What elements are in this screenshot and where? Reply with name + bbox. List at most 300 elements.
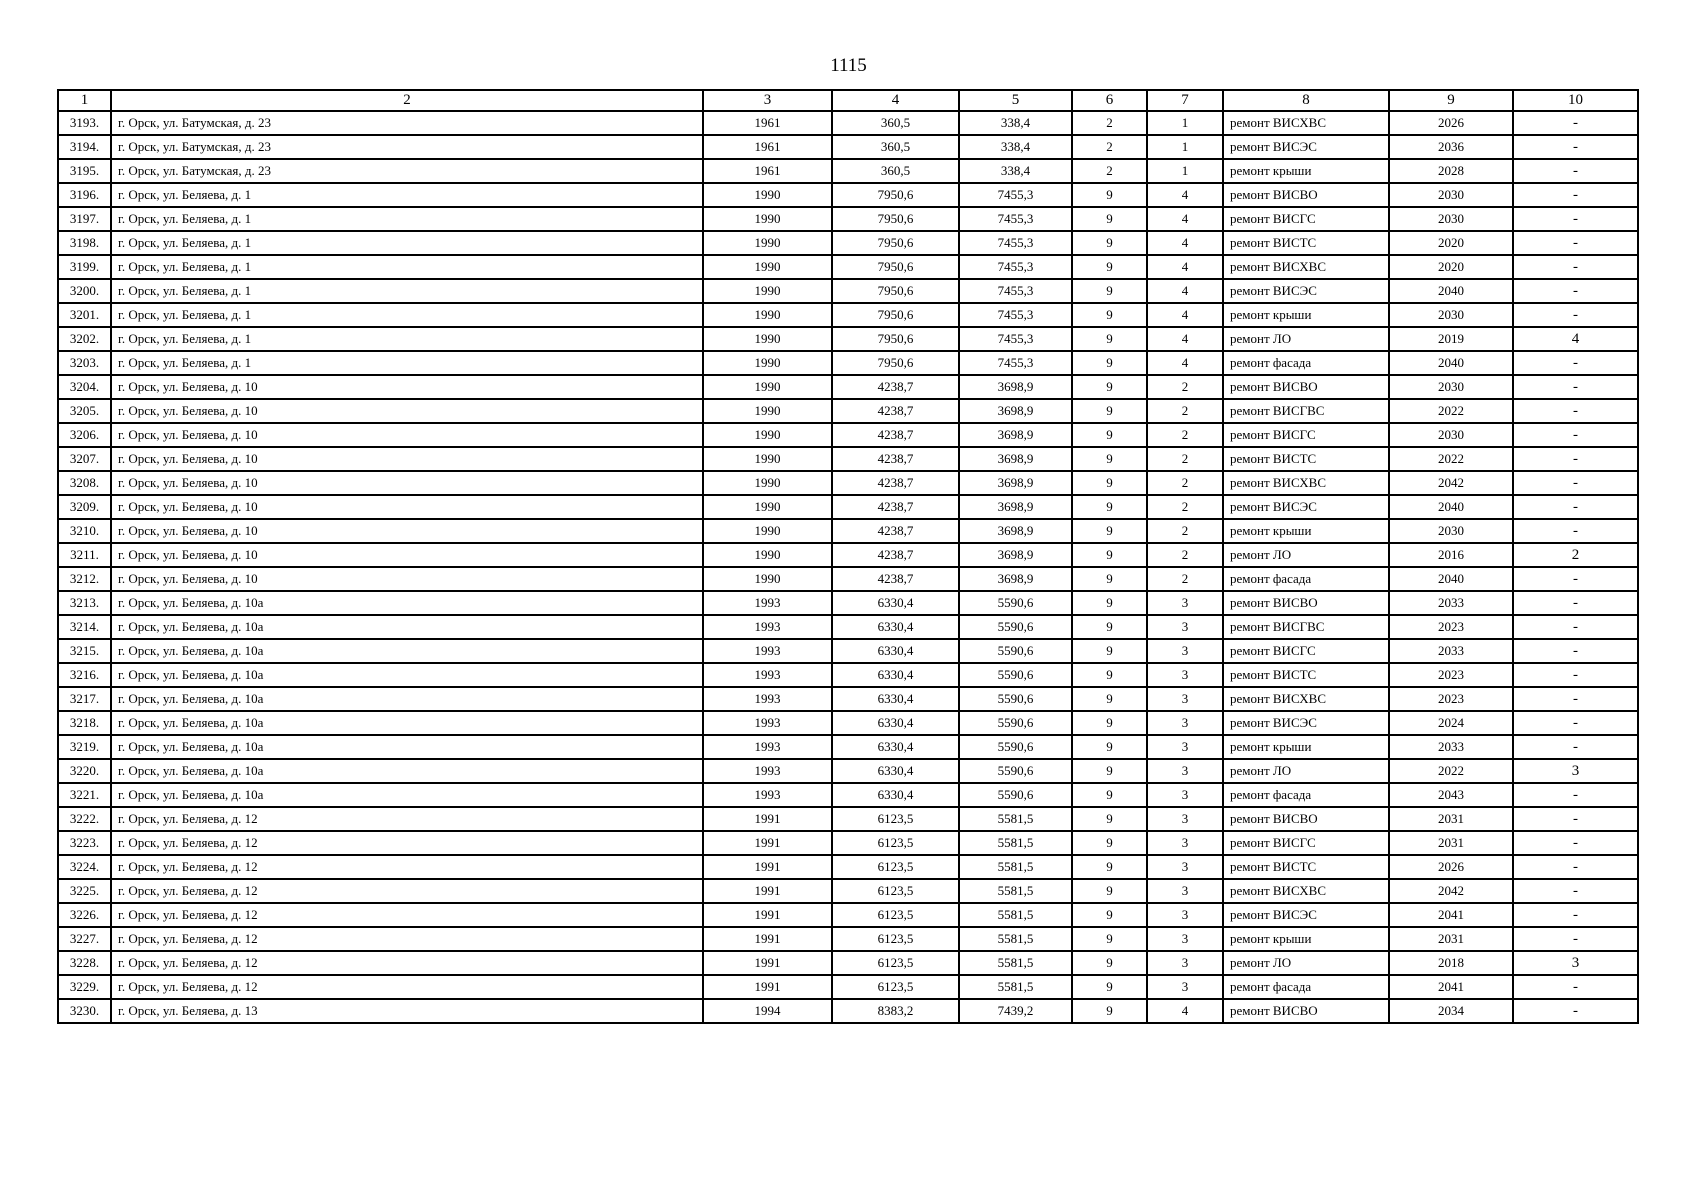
floors-cell: 2	[1072, 159, 1147, 183]
row-number-cell: 3225.	[58, 879, 111, 903]
count-cell: -	[1513, 471, 1638, 495]
total-area-cell: 4238,7	[832, 399, 959, 423]
work-type-cell: ремонт ВИСХВС	[1223, 879, 1389, 903]
address-cell: г. Орск, ул. Беляева, д. 1	[111, 231, 703, 255]
year-built-cell: 1990	[703, 567, 832, 591]
table-row	[58, 975, 1638, 999]
total-area-cell: 7950,6	[832, 207, 959, 231]
year-built-cell: 1991	[703, 951, 832, 975]
living-area-cell: 5581,5	[959, 927, 1072, 951]
work-type-cell: ремонт ВИСТС	[1223, 447, 1389, 471]
total-area-cell: 6330,4	[832, 711, 959, 735]
row-number-cell: 3210.	[58, 519, 111, 543]
table-row	[58, 423, 1638, 447]
table-row	[58, 183, 1638, 207]
entrances-cell: 2	[1147, 375, 1223, 399]
living-area-cell: 7455,3	[959, 351, 1072, 375]
planned-year-cell: 2024	[1389, 711, 1513, 735]
entrances-cell: 4	[1147, 999, 1223, 1023]
year-built-cell: 1990	[703, 231, 832, 255]
living-area-cell: 7455,3	[959, 303, 1072, 327]
table-row	[58, 207, 1638, 231]
address-cell: г. Орск, ул. Беляева, д. 13	[111, 999, 703, 1023]
living-area-cell: 3698,9	[959, 495, 1072, 519]
year-built-cell: 1991	[703, 831, 832, 855]
year-built-cell: 1990	[703, 303, 832, 327]
living-area-cell: 5590,6	[959, 759, 1072, 783]
planned-year-cell: 2040	[1389, 567, 1513, 591]
work-type-cell: ремонт фасада	[1223, 567, 1389, 591]
year-built-cell: 1993	[703, 591, 832, 615]
total-area-cell: 360,5	[832, 135, 959, 159]
work-type-cell: ремонт ВИСВО	[1223, 183, 1389, 207]
floors-cell: 9	[1072, 711, 1147, 735]
year-built-cell: 1990	[703, 423, 832, 447]
planned-year-cell: 2016	[1389, 543, 1513, 567]
work-type-cell: ремонт ВИСХВС	[1223, 471, 1389, 495]
work-type-cell: ремонт ВИСВО	[1223, 807, 1389, 831]
table-row	[58, 111, 1638, 135]
table-row	[58, 831, 1638, 855]
work-type-cell: ремонт ЛО	[1223, 951, 1389, 975]
row-number-cell: 3203.	[58, 351, 111, 375]
year-built-cell: 1993	[703, 639, 832, 663]
entrances-cell: 2	[1147, 567, 1223, 591]
planned-year-cell: 2022	[1389, 447, 1513, 471]
entrances-cell: 4	[1147, 279, 1223, 303]
planned-year-cell: 2041	[1389, 903, 1513, 927]
living-area-cell: 7455,3	[959, 279, 1072, 303]
address-cell: г. Орск, ул. Беляева, д. 12	[111, 951, 703, 975]
count-cell: -	[1513, 159, 1638, 183]
year-built-cell: 1991	[703, 855, 832, 879]
address-cell: г. Орск, ул. Беляева, д. 10а	[111, 783, 703, 807]
page-number: 1115	[830, 55, 867, 76]
address-cell: г. Орск, ул. Батумская, д. 23	[111, 159, 703, 183]
row-number-cell: 3207.	[58, 447, 111, 471]
year-built-cell: 1993	[703, 735, 832, 759]
table-row	[58, 159, 1638, 183]
total-area-cell: 6330,4	[832, 687, 959, 711]
total-area-cell: 360,5	[832, 111, 959, 135]
year-built-cell: 1990	[703, 399, 832, 423]
entrances-cell: 4	[1147, 255, 1223, 279]
planned-year-cell: 2028	[1389, 159, 1513, 183]
floors-cell: 9	[1072, 255, 1147, 279]
work-type-cell: ремонт ВИСВО	[1223, 591, 1389, 615]
entrances-cell: 2	[1147, 399, 1223, 423]
floors-cell: 9	[1072, 927, 1147, 951]
entrances-cell: 4	[1147, 351, 1223, 375]
table-row	[58, 783, 1638, 807]
work-type-cell: ремонт крыши	[1223, 735, 1389, 759]
living-area-cell: 5590,6	[959, 735, 1072, 759]
living-area-cell: 5581,5	[959, 855, 1072, 879]
table-row	[58, 879, 1638, 903]
count-cell: -	[1513, 303, 1638, 327]
floors-cell: 9	[1072, 615, 1147, 639]
entrances-cell: 3	[1147, 615, 1223, 639]
total-area-cell: 4238,7	[832, 471, 959, 495]
count-cell: -	[1513, 351, 1638, 375]
entrances-cell: 3	[1147, 687, 1223, 711]
row-number-cell: 3230.	[58, 999, 111, 1023]
year-built-cell: 1991	[703, 975, 832, 999]
year-built-cell: 1990	[703, 495, 832, 519]
entrances-cell: 4	[1147, 183, 1223, 207]
planned-year-cell: 2019	[1389, 327, 1513, 351]
count-cell: -	[1513, 399, 1638, 423]
total-area-cell: 6330,4	[832, 591, 959, 615]
entrances-cell: 2	[1147, 519, 1223, 543]
living-area-cell: 5590,6	[959, 663, 1072, 687]
planned-year-cell: 2031	[1389, 831, 1513, 855]
table-row	[58, 231, 1638, 255]
address-cell: г. Орск, ул. Беляева, д. 10	[111, 399, 703, 423]
total-area-cell: 6123,5	[832, 807, 959, 831]
living-area-cell: 5590,6	[959, 591, 1072, 615]
year-built-cell: 1991	[703, 927, 832, 951]
table-row	[58, 471, 1638, 495]
year-built-cell: 1990	[703, 351, 832, 375]
address-cell: г. Орск, ул. Беляева, д. 1	[111, 327, 703, 351]
floors-cell: 9	[1072, 471, 1147, 495]
floors-cell: 9	[1072, 687, 1147, 711]
living-area-cell: 7439,2	[959, 999, 1072, 1023]
total-area-cell: 6123,5	[832, 975, 959, 999]
living-area-cell: 3698,9	[959, 543, 1072, 567]
year-built-cell: 1961	[703, 111, 832, 135]
entrances-cell: 3	[1147, 663, 1223, 687]
living-area-cell: 338,4	[959, 159, 1072, 183]
living-area-cell: 3698,9	[959, 447, 1072, 471]
table-row	[58, 663, 1638, 687]
column-header-10: 10	[1513, 90, 1638, 111]
work-type-cell: ремонт ВИСХВС	[1223, 687, 1389, 711]
row-number-cell: 3193.	[58, 111, 111, 135]
entrances-cell: 3	[1147, 951, 1223, 975]
total-area-cell: 7950,6	[832, 351, 959, 375]
table-row	[58, 639, 1638, 663]
row-number-cell: 3196.	[58, 183, 111, 207]
count-cell: -	[1513, 231, 1638, 255]
address-cell: г. Орск, ул. Беляева, д. 1	[111, 279, 703, 303]
year-built-cell: 1993	[703, 711, 832, 735]
planned-year-cell: 2018	[1389, 951, 1513, 975]
table-row	[58, 255, 1638, 279]
planned-year-cell: 2042	[1389, 879, 1513, 903]
table-row	[58, 567, 1638, 591]
living-area-cell: 7455,3	[959, 183, 1072, 207]
address-cell: г. Орск, ул. Беляева, д. 10	[111, 519, 703, 543]
year-built-cell: 1991	[703, 807, 832, 831]
row-number-cell: 3214.	[58, 615, 111, 639]
table-row	[58, 711, 1638, 735]
row-number-cell: 3205.	[58, 399, 111, 423]
total-area-cell: 7950,6	[832, 183, 959, 207]
address-cell: г. Орск, ул. Батумская, д. 23	[111, 111, 703, 135]
address-cell: г. Орск, ул. Беляева, д. 12	[111, 879, 703, 903]
count-cell: 4	[1513, 327, 1638, 351]
living-area-cell: 7455,3	[959, 207, 1072, 231]
living-area-cell: 5590,6	[959, 711, 1072, 735]
total-area-cell: 4238,7	[832, 423, 959, 447]
floors-cell: 9	[1072, 807, 1147, 831]
year-built-cell: 1990	[703, 207, 832, 231]
living-area-cell: 7455,3	[959, 327, 1072, 351]
address-cell: г. Орск, ул. Беляева, д. 10	[111, 543, 703, 567]
row-number-cell: 3212.	[58, 567, 111, 591]
entrances-cell: 3	[1147, 735, 1223, 759]
column-header-9: 9	[1389, 90, 1513, 111]
row-number-cell: 3215.	[58, 639, 111, 663]
total-area-cell: 7950,6	[832, 327, 959, 351]
work-type-cell: ремонт ВИСГС	[1223, 639, 1389, 663]
table-row	[58, 951, 1638, 975]
address-cell: г. Орск, ул. Беляева, д. 1	[111, 351, 703, 375]
count-cell: -	[1513, 111, 1638, 135]
year-built-cell: 1993	[703, 663, 832, 687]
row-number-cell: 3202.	[58, 327, 111, 351]
floors-cell: 9	[1072, 351, 1147, 375]
table-row	[58, 687, 1638, 711]
floors-cell: 2	[1072, 135, 1147, 159]
planned-year-cell: 2042	[1389, 471, 1513, 495]
total-area-cell: 4238,7	[832, 375, 959, 399]
planned-year-cell: 2023	[1389, 687, 1513, 711]
floors-cell: 9	[1072, 591, 1147, 615]
count-cell: -	[1513, 855, 1638, 879]
count-cell: -	[1513, 495, 1638, 519]
row-number-cell: 3208.	[58, 471, 111, 495]
total-area-cell: 6123,5	[832, 951, 959, 975]
row-number-cell: 3220.	[58, 759, 111, 783]
count-cell: 3	[1513, 951, 1638, 975]
work-type-cell: ремонт ВИСГС	[1223, 207, 1389, 231]
work-type-cell: ремонт ЛО	[1223, 327, 1389, 351]
floors-cell: 9	[1072, 423, 1147, 447]
living-area-cell: 3698,9	[959, 375, 1072, 399]
work-type-cell: ремонт ВИСХВС	[1223, 111, 1389, 135]
planned-year-cell: 2030	[1389, 183, 1513, 207]
entrances-cell: 4	[1147, 303, 1223, 327]
living-area-cell: 5581,5	[959, 903, 1072, 927]
address-cell: г. Орск, ул. Беляева, д. 10	[111, 447, 703, 471]
work-type-cell: ремонт ВИСВО	[1223, 375, 1389, 399]
entrances-cell: 3	[1147, 879, 1223, 903]
table-row	[58, 303, 1638, 327]
year-built-cell: 1990	[703, 375, 832, 399]
living-area-cell: 338,4	[959, 135, 1072, 159]
living-area-cell: 3698,9	[959, 423, 1072, 447]
year-built-cell: 1991	[703, 903, 832, 927]
count-cell: -	[1513, 639, 1638, 663]
count-cell: -	[1513, 183, 1638, 207]
table-row	[58, 495, 1638, 519]
floors-cell: 9	[1072, 375, 1147, 399]
planned-year-cell: 2033	[1389, 639, 1513, 663]
floors-cell: 9	[1072, 735, 1147, 759]
floors-cell: 9	[1072, 279, 1147, 303]
year-built-cell: 1990	[703, 543, 832, 567]
floors-cell: 9	[1072, 327, 1147, 351]
planned-year-cell: 2040	[1389, 279, 1513, 303]
work-type-cell: ремонт ВИСГС	[1223, 831, 1389, 855]
work-type-cell: ремонт фасада	[1223, 783, 1389, 807]
total-area-cell: 6123,5	[832, 903, 959, 927]
floors-cell: 9	[1072, 879, 1147, 903]
living-area-cell: 5581,5	[959, 879, 1072, 903]
floors-cell: 9	[1072, 951, 1147, 975]
planned-year-cell: 2040	[1389, 495, 1513, 519]
work-type-cell: ремонт ВИСЭС	[1223, 711, 1389, 735]
year-built-cell: 1993	[703, 615, 832, 639]
total-area-cell: 6330,4	[832, 735, 959, 759]
work-type-cell: ремонт ВИСЭС	[1223, 279, 1389, 303]
row-number-cell: 3206.	[58, 423, 111, 447]
planned-year-cell: 2020	[1389, 255, 1513, 279]
planned-year-cell: 2033	[1389, 735, 1513, 759]
floors-cell: 9	[1072, 447, 1147, 471]
count-cell: -	[1513, 255, 1638, 279]
planned-year-cell: 2041	[1389, 975, 1513, 999]
address-cell: г. Орск, ул. Беляева, д. 10	[111, 375, 703, 399]
planned-year-cell: 2031	[1389, 927, 1513, 951]
address-cell: г. Орск, ул. Беляева, д. 12	[111, 855, 703, 879]
total-area-cell: 8383,2	[832, 999, 959, 1023]
address-cell: г. Орск, ул. Беляева, д. 1	[111, 303, 703, 327]
row-number-cell: 3217.	[58, 687, 111, 711]
year-built-cell: 1990	[703, 327, 832, 351]
row-number-cell: 3197.	[58, 207, 111, 231]
table-row	[58, 903, 1638, 927]
year-built-cell: 1990	[703, 279, 832, 303]
table-row	[58, 351, 1638, 375]
entrances-cell: 2	[1147, 471, 1223, 495]
entrances-cell: 3	[1147, 831, 1223, 855]
address-cell: г. Орск, ул. Беляева, д. 12	[111, 831, 703, 855]
planned-year-cell: 2034	[1389, 999, 1513, 1023]
living-area-cell: 3698,9	[959, 471, 1072, 495]
work-type-cell: ремонт ВИСТС	[1223, 663, 1389, 687]
count-cell: -	[1513, 375, 1638, 399]
entrances-cell: 3	[1147, 927, 1223, 951]
row-number-cell: 3223.	[58, 831, 111, 855]
count-cell: -	[1513, 663, 1638, 687]
floors-cell: 9	[1072, 207, 1147, 231]
address-cell: г. Орск, ул. Беляева, д. 10	[111, 495, 703, 519]
entrances-cell: 3	[1147, 783, 1223, 807]
total-area-cell: 6330,4	[832, 639, 959, 663]
column-header-4: 4	[832, 90, 959, 111]
floors-cell: 9	[1072, 855, 1147, 879]
row-number-cell: 3199.	[58, 255, 111, 279]
table-row	[58, 615, 1638, 639]
entrances-cell: 1	[1147, 159, 1223, 183]
row-number-cell: 3224.	[58, 855, 111, 879]
address-cell: г. Орск, ул. Беляева, д. 1	[111, 207, 703, 231]
living-area-cell: 3698,9	[959, 567, 1072, 591]
total-area-cell: 6330,4	[832, 783, 959, 807]
living-area-cell: 5581,5	[959, 831, 1072, 855]
living-area-cell: 3698,9	[959, 399, 1072, 423]
year-built-cell: 1994	[703, 999, 832, 1023]
living-area-cell: 5581,5	[959, 951, 1072, 975]
entrances-cell: 1	[1147, 135, 1223, 159]
work-type-cell: ремонт ВИСЭС	[1223, 495, 1389, 519]
living-area-cell: 5581,5	[959, 807, 1072, 831]
year-built-cell: 1993	[703, 759, 832, 783]
work-type-cell: ремонт фасада	[1223, 975, 1389, 999]
total-area-cell: 4238,7	[832, 519, 959, 543]
entrances-cell: 3	[1147, 591, 1223, 615]
count-cell: 2	[1513, 543, 1638, 567]
total-area-cell: 4238,7	[832, 495, 959, 519]
planned-year-cell: 2026	[1389, 111, 1513, 135]
work-type-cell: ремонт крыши	[1223, 159, 1389, 183]
entrances-cell: 3	[1147, 855, 1223, 879]
work-type-cell: ремонт ВИСЭС	[1223, 135, 1389, 159]
planned-year-cell: 2030	[1389, 303, 1513, 327]
floors-cell: 9	[1072, 903, 1147, 927]
entrances-cell: 3	[1147, 711, 1223, 735]
address-cell: г. Орск, ул. Беляева, д. 10а	[111, 735, 703, 759]
count-cell: -	[1513, 975, 1638, 999]
row-number-cell: 3204.	[58, 375, 111, 399]
address-cell: г. Орск, ул. Беляева, д. 10а	[111, 759, 703, 783]
floors-cell: 9	[1072, 999, 1147, 1023]
table-row	[58, 759, 1638, 783]
floors-cell: 9	[1072, 975, 1147, 999]
planned-year-cell: 2031	[1389, 807, 1513, 831]
count-cell: -	[1513, 135, 1638, 159]
count-cell: -	[1513, 591, 1638, 615]
address-cell: г. Орск, ул. Беляева, д. 12	[111, 807, 703, 831]
address-cell: г. Орск, ул. Беляева, д. 12	[111, 903, 703, 927]
count-cell: -	[1513, 735, 1638, 759]
count-cell: -	[1513, 687, 1638, 711]
table-row	[58, 999, 1638, 1023]
work-type-cell: ремонт ВИСЭС	[1223, 903, 1389, 927]
count-cell: -	[1513, 447, 1638, 471]
entrances-cell: 2	[1147, 447, 1223, 471]
living-area-cell: 5590,6	[959, 687, 1072, 711]
living-area-cell: 5581,5	[959, 975, 1072, 999]
table-row	[58, 279, 1638, 303]
planned-year-cell: 2030	[1389, 207, 1513, 231]
work-type-cell: ремонт ВИСГС	[1223, 423, 1389, 447]
planned-year-cell: 2036	[1389, 135, 1513, 159]
table-row	[58, 375, 1638, 399]
work-type-cell: ремонт ВИСГВС	[1223, 399, 1389, 423]
entrances-cell: 3	[1147, 975, 1223, 999]
entrances-cell: 1	[1147, 111, 1223, 135]
column-header-8: 8	[1223, 90, 1389, 111]
floors-cell: 9	[1072, 231, 1147, 255]
floors-cell: 9	[1072, 543, 1147, 567]
living-area-cell: 5590,6	[959, 615, 1072, 639]
total-area-cell: 6123,5	[832, 831, 959, 855]
table-row	[58, 399, 1638, 423]
table-row	[58, 855, 1638, 879]
row-number-cell: 3194.	[58, 135, 111, 159]
floors-cell: 2	[1072, 111, 1147, 135]
planned-year-cell: 2033	[1389, 591, 1513, 615]
total-area-cell: 4238,7	[832, 447, 959, 471]
floors-cell: 9	[1072, 759, 1147, 783]
count-cell: -	[1513, 519, 1638, 543]
row-number-cell: 3213.	[58, 591, 111, 615]
